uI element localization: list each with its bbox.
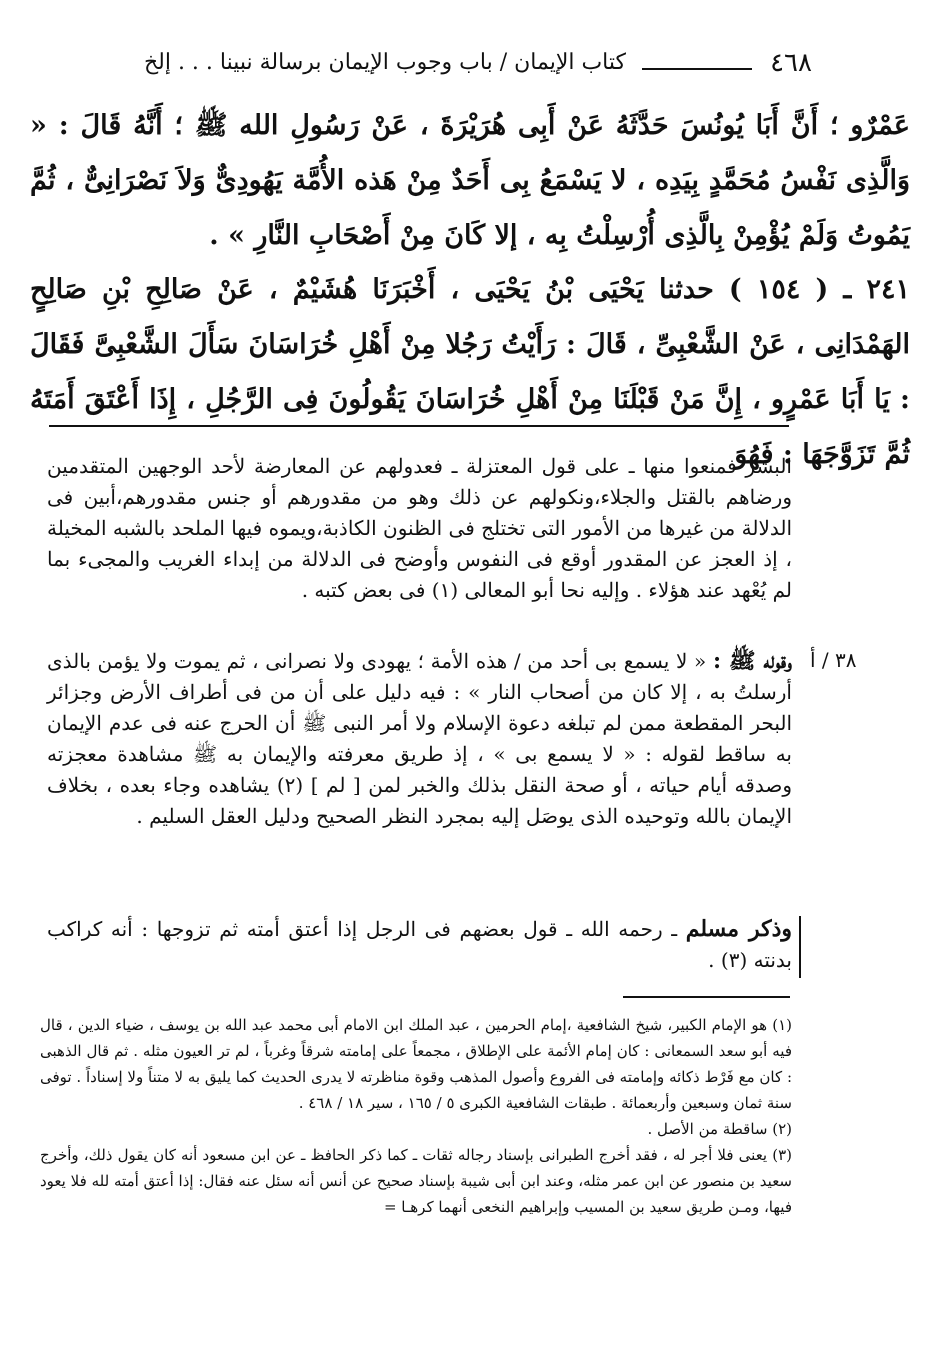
margin-line — [799, 916, 801, 978]
page-header — [40, 40, 812, 84]
commentary-paragraph: البشر فمنعوا منها ـ على قول المعتزلة ـ فعدولهم عن المعارضة لأحد الوجهين المتقدمين ورضاهم بالقتل والجلاء،ونكولهم عن ذلك وهو من مقدورهم أو جنس مقدورهم،أبين فى الدلالة من غيرها من الأمور التى تختلج فى الظنون الكاذبة،ويموه فيها الملحد بالشبه المخيلة ، إذ العجز عن المقدور أوقع فى النفوس وأوضح فى الدلالة من إبداء الغريب والمجىء بما لم يُعْهد عند هؤلاء . وإليه نحا أبو المعالى (١) فى بعض كتبه . — [47, 454, 792, 602]
footnotes — [40, 1012, 792, 1220]
commentary-body: ـ رحمه الله ـ قول بعضهم فى الرجل إذا أعتق أمته ثم تزوجها : أنه كراكب بدنته (٣) . — [47, 917, 792, 972]
text-commentary-divider — [49, 425, 789, 427]
footnote-divider — [623, 996, 790, 998]
commentary-paragraph — [47, 646, 792, 832]
running-title: كتاب الإيمان / باب وجوب الإيمان برسالة نبينا . . . إلخ — [143, 50, 626, 75]
manuscript-folio-ref: ٣٨ / أ — [810, 648, 857, 672]
commentary-paragraph — [47, 914, 792, 976]
footnote: (٣) يعنى فلا أجر له ، فقد أخرج الطبرانى بإسناد رجاله ثقات ـ كما ذكر الحافظ ـ عن ابن مسعود أنه كان يقول ذلك، وأخرج سعيد بن منصور عن ابن عمر مثله، وعند ابن أبى شيبة بإسناد صحيح عن أنس أنه سئل عنه فقال: إذا أعتق أمته لله فلا يعود فيها، ومـن طريق سعيد بن المسيب وإبراهيم النخعى أنهما كرهـا = — [40, 1146, 792, 1216]
footnote: (١) هو الإمام الكبير، شيخ الشافعية ،إمام الحرمين ، عبد الملك ابن الامام أبى محمد عبد الله بن يوسف ، ضياء الدين ، قال فيه أبو سعد السمعانى : كان إمام الأئمة على الإطلاق ، مجمعاً على إمامته شرقاً وغرباً ، لم تر العيون مثله . ثم قال الذهبى : كان مع فَرْط ذكائه وإمامته فى الفروع وأصول المذهب وقوة مناظرته لا يدرى الحديث كما يليق به لا متناً ولا إسناداً . توفى سنة ثمان وسبعين وأربعمائة . طبقات الشافعية الكبرى ٥ / ١٦٥ ، سير ١٨ / ٤٦٨ . — [40, 1016, 792, 1112]
footnote: (٢) ساقطة من الأصل . — [647, 1120, 792, 1138]
commentary-lead: وذكر مسلم — [685, 916, 792, 942]
hadith-text-241: ٢٤١ ـ ( ١٥٤ ) حدثنا يَحْيَى بْنُ يَحْيَى ، أَخْبَرَنَا هُشَيْمٌ ، عَنْ صَالِحِ بْنِ صَالِحٍ الهَمْدَانِى ، عَنْ الشَّعْبِىِّ ، قَالَ : رَأَيْتُ رَجُلا مِنْ أَهْلِ خُرَاسَانَ سَأَلَ الشَّعْبِىَّ فَقَالَ : يَا أَبَا عَمْرٍو ، إِنَّ مَنْ قَبْلَنَا مِنْ أَهْلِ خُرَاسَانَ يَقُولُونَ فِى الرَّجُلِ ، إِذَا أَعْتَقَ أَمَتَهُ ثُمَّ تَزَوَّجَهَا : فَهُوَ — [30, 274, 910, 470]
page-number: ٤٦٨ — [770, 48, 812, 78]
commentary-body: « لا يسمع بى أحد من / هذه الأمة ؛ يهودى ولا نصرانى ، ثم يموت ولا يؤمن بالذى أرسلتُ به ، إلا كان من أصحاب النار » : فيه دليل على أن من فى أطراف الأرض وجزائر البحر المقطعة ممن لم تبلغه دعوة الإسلام ولا أمر النبى ﷺ أن الحرج عنه فى عدم الإيمان به ساقط لقوله : « لا يسمع بى » ، إذ طريق معرفته والإيمان به ﷺ مشاهدة معجزته وصدقه أيام حياته ، أو صحة النقل بذلك والخبر لمن [ لم ] (٢) يشاهده وجاء بعده ، بخلاف الإيمان بالله وتوحيده الذى يوصَل إليه بمجرد النظر الصحيح ودليل العقل السليم . — [47, 649, 792, 828]
commentary-lead: وقوله ﷺ : — [712, 648, 792, 674]
header-rule — [642, 68, 752, 70]
hadith-text-continuation: عَمْرٌو ؛ أَنَّ أَبَا يُونُسَ حَدَّثَهُ عَنْ أَبِى هُرَيْرَةَ ، عَنْ رَسُولِ الله ﷺ ؛ أَنَّهُ قَالَ : « وَالَّذِى نَفْسُ مُحَمَّدٍ بِيَدِه ، لا يَسْمَعُ بِى أَحَدٌ مِنْ هَذه الأُمَّة يَهُودِىٌّ وَلاَ نَصْرَانِىٌّ ، ثُمَّ يَمُوتُ وَلَمْ يُؤْمِنْ بِالَّذِى أُرْسِلْتُ بِه ، إلا كَانَ مِنْ أَصْحَابِ النَّارِ » . — [30, 110, 910, 251]
